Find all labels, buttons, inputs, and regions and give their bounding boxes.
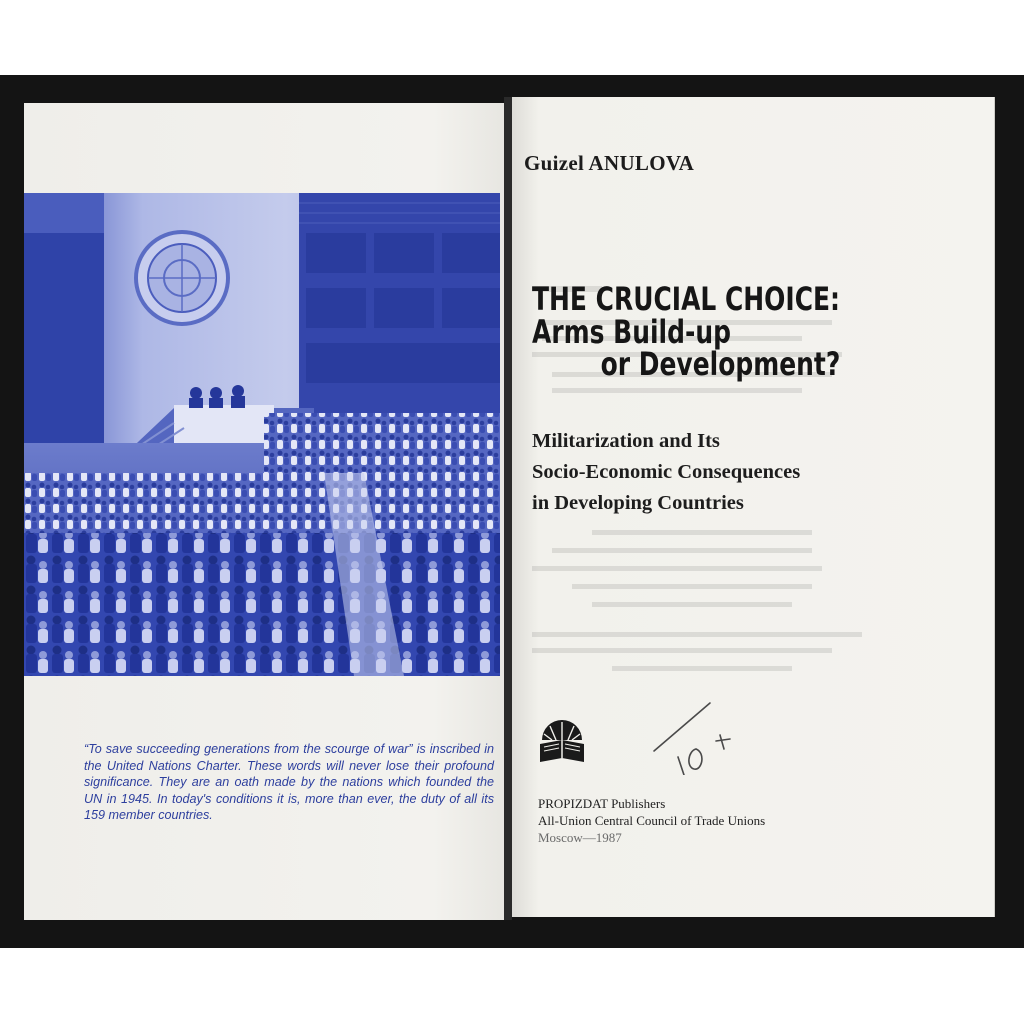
- publisher-imprint: [538, 795, 765, 846]
- book-subtitle: [532, 426, 892, 519]
- publisher-organization: All-Union Central Council of Trade Unions: [538, 813, 766, 828]
- title-line-2: Arms Build-up: [532, 313, 731, 351]
- publisher-logo-icon: [536, 716, 588, 770]
- un-assembly-photo: [24, 193, 500, 676]
- author-name: Guizel ANULOVA: [524, 151, 695, 175]
- subtitle-line-2: Socio-Economic Consequences: [532, 461, 801, 483]
- publisher-name: PROPIZDAT Publishers: [538, 796, 666, 811]
- subtitle-line-3: in Developing Countries: [532, 492, 744, 514]
- handwritten-note: [640, 695, 760, 775]
- title-line-3: or Development?: [600, 345, 841, 383]
- publisher-city-year: Moscow—1987: [538, 830, 622, 845]
- book-title: [532, 280, 841, 383]
- book-gutter: [504, 97, 512, 920]
- title-line-1: THE CRUCIAL CHOICE:: [532, 280, 841, 318]
- subtitle-line-1: Militarization and Its: [532, 430, 720, 452]
- handwritten-note-text: 10+: [640, 695, 642, 696]
- photo-caption: “To save succeeding generations from the scourge of war” is inscribed in the United Nations Charter. These words will never lose their profound significance. They are an oath made by the nations which founded the UN in 1945. In today's conditions it is, more than ever, the duty of all its 159 member countries.: [84, 742, 494, 823]
